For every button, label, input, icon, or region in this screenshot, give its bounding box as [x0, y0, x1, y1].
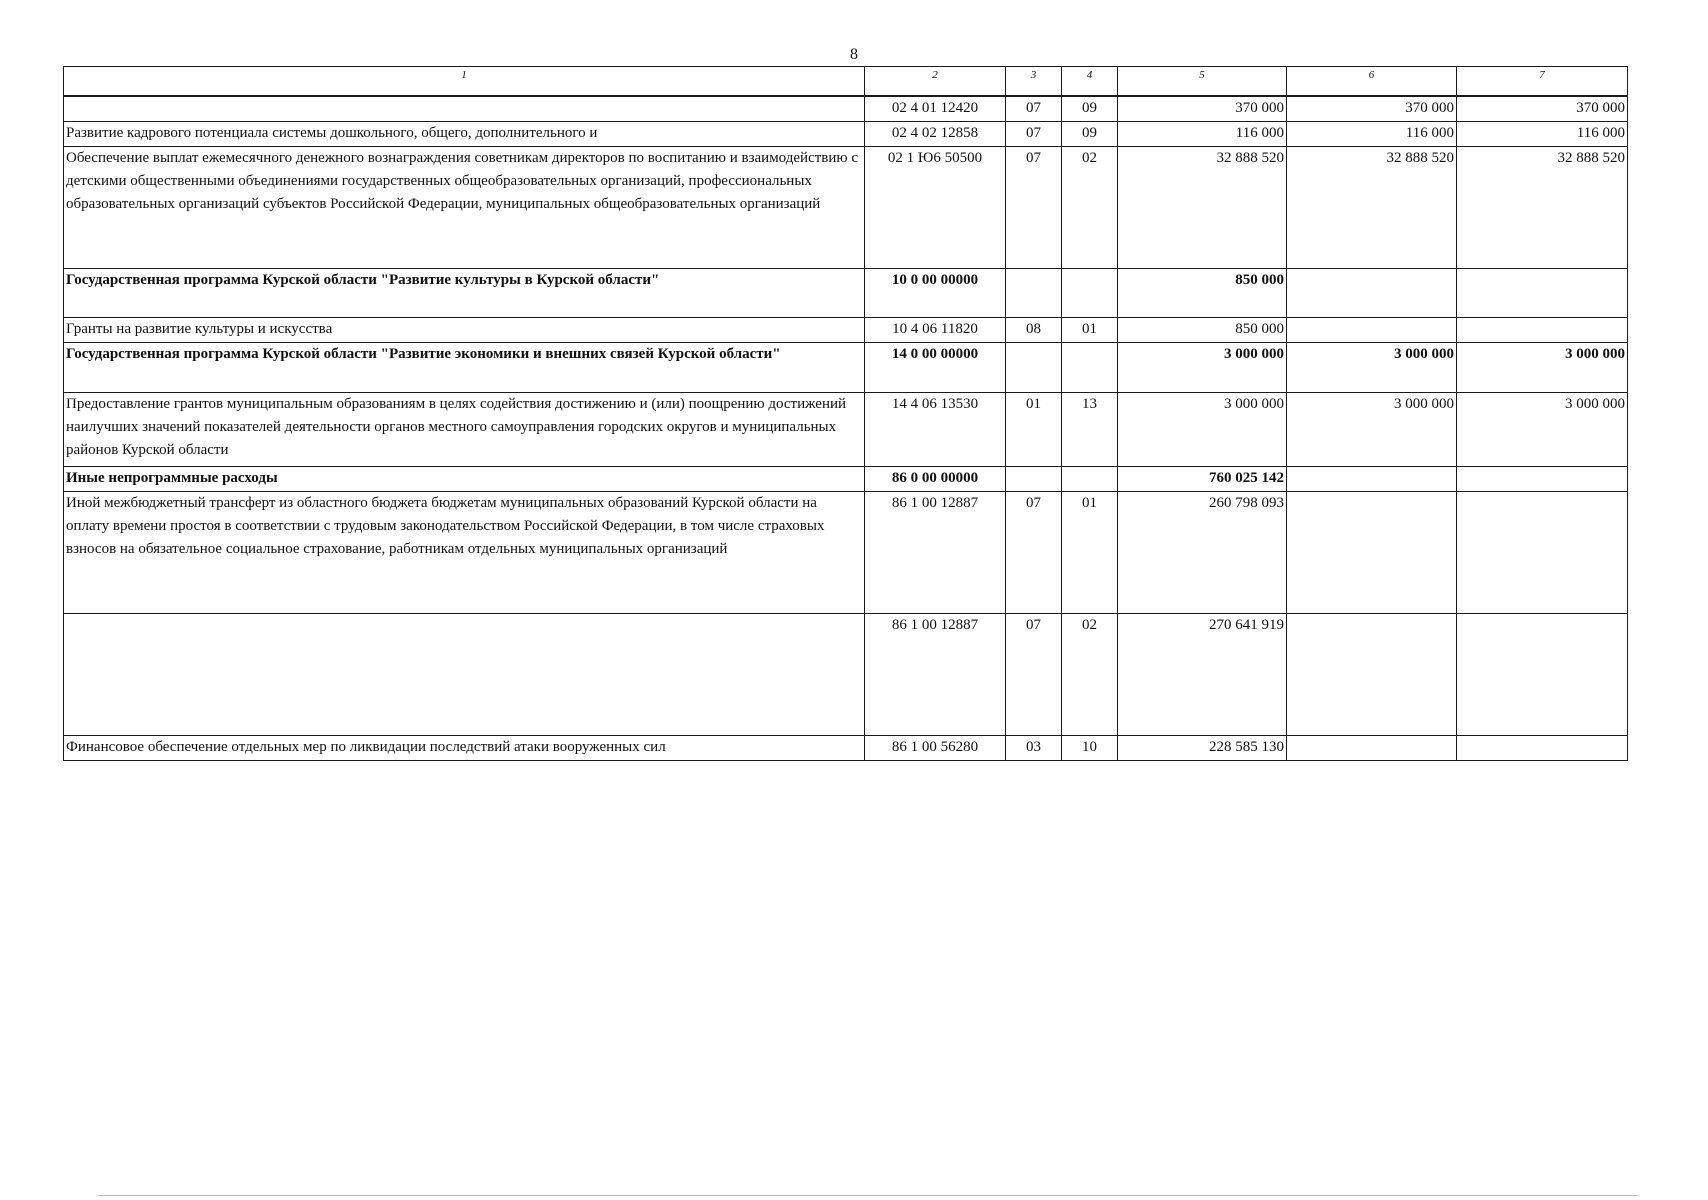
row-name: Обеспечение выплат ежемесячного денежного вознаграждения советникам директоров по воспитанию и взаимодействию с детскими общественными объединениями государственных общеобразовательных организаций, профессиональных образовательных организаций субъектов Российской Федерации, муниципальных общеобразовательных организаций	[64, 146, 865, 268]
header-col-4: 4	[1062, 67, 1118, 97]
row-amount-col7: 3 000 000	[1457, 392, 1628, 466]
row-section	[1006, 466, 1062, 491]
row-section: 07	[1006, 491, 1062, 613]
row-amount-col6	[1287, 466, 1457, 491]
row-section: 03	[1006, 735, 1062, 760]
row-name: Государственная программа Курской области "Развитие экономики и внешних связей Курской области"	[64, 342, 865, 392]
budget-table	[63, 66, 1628, 761]
row-amount-col5: 760 025 142	[1118, 466, 1287, 491]
header-col-6: 6	[1287, 67, 1457, 97]
header-col-3: 3	[1006, 67, 1062, 97]
table-row	[64, 121, 1628, 146]
row-code: 86 1 00 12887	[865, 491, 1006, 613]
bottom-rule	[98, 1195, 1638, 1196]
row-amount-col5: 850 000	[1118, 268, 1287, 317]
row-section: 08	[1006, 317, 1062, 342]
row-name: Предоставление грантов муниципальным образованиям в целях содействия достижению и (или) поощрению достижений наилучших значений показателей деятельности органов местного самоуправления городских округов и муниципальных районов Курской области	[64, 392, 865, 466]
row-amount-col7	[1457, 268, 1628, 317]
row-amount-col5: 32 888 520	[1118, 146, 1287, 268]
row-name: Гранты на развитие культуры и искусства	[64, 317, 865, 342]
row-subsection: 09	[1062, 121, 1118, 146]
row-section	[1006, 342, 1062, 392]
header-row	[64, 67, 1628, 97]
row-code: 10 0 00 00000	[865, 268, 1006, 317]
row-amount-col6: 370 000	[1287, 96, 1457, 121]
row-name: Иной межбюджетный трансферт из областного бюджета бюджетам муниципальных образований Курской области на оплату времени простоя в соответствии с трудовым законодательством Российской Федерации, в том числе страховых взносов на обязательное социальное страхование, работникам отдельных муниципальных организаций	[64, 491, 865, 613]
row-amount-col5: 270 641 919	[1118, 613, 1287, 735]
table-row	[64, 268, 1628, 317]
row-subsection: 01	[1062, 491, 1118, 613]
row-name: Государственная программа Курской области "Развитие культуры в Курской области"	[64, 268, 865, 317]
row-subsection: 13	[1062, 392, 1118, 466]
row-amount-col6	[1287, 317, 1457, 342]
header-col-1: 1	[64, 67, 865, 97]
row-amount-col6	[1287, 268, 1457, 317]
header-col-2: 2	[865, 67, 1006, 97]
row-section: 01	[1006, 392, 1062, 466]
row-amount-col7: 370 000	[1457, 96, 1628, 121]
row-name: Развитие кадрового потенциала системы дошкольного, общего, дополнительного и	[64, 121, 865, 146]
row-section: 07	[1006, 96, 1062, 121]
row-name: Иные непрограммные расходы	[64, 466, 865, 491]
row-amount-col7: 3 000 000	[1457, 342, 1628, 392]
header-col-5: 5	[1118, 67, 1287, 97]
table-row	[64, 735, 1628, 760]
table-row	[64, 466, 1628, 491]
row-amount-col5: 228 585 130	[1118, 735, 1287, 760]
row-section: 07	[1006, 613, 1062, 735]
row-amount-col6: 32 888 520	[1287, 146, 1457, 268]
row-name	[64, 613, 865, 735]
row-amount-col5: 260 798 093	[1118, 491, 1287, 613]
row-amount-col7: 32 888 520	[1457, 146, 1628, 268]
table-row	[64, 146, 1628, 268]
row-amount-col5: 3 000 000	[1118, 342, 1287, 392]
row-code: 86 1 00 56280	[865, 735, 1006, 760]
row-subsection	[1062, 268, 1118, 317]
table-body	[64, 96, 1628, 760]
row-subsection	[1062, 466, 1118, 491]
row-code: 14 0 00 00000	[865, 342, 1006, 392]
row-name	[64, 96, 865, 121]
row-section	[1006, 268, 1062, 317]
row-code: 14 4 06 13530	[865, 392, 1006, 466]
row-amount-col5: 3 000 000	[1118, 392, 1287, 466]
row-amount-col6	[1287, 735, 1457, 760]
row-amount-col7	[1457, 466, 1628, 491]
row-amount-col5: 370 000	[1118, 96, 1287, 121]
row-code: 02 1 Ю6 50500	[865, 146, 1006, 268]
row-subsection: 10	[1062, 735, 1118, 760]
row-code: 02 4 01 12420	[865, 96, 1006, 121]
table-row	[64, 317, 1628, 342]
row-code: 10 4 06 11820	[865, 317, 1006, 342]
row-subsection: 02	[1062, 613, 1118, 735]
row-subsection: 01	[1062, 317, 1118, 342]
table-row	[64, 392, 1628, 466]
row-amount-col7: 116 000	[1457, 121, 1628, 146]
table-row	[64, 491, 1628, 613]
row-amount-col6: 3 000 000	[1287, 342, 1457, 392]
row-amount-col6	[1287, 491, 1457, 613]
row-code: 02 4 02 12858	[865, 121, 1006, 146]
header-col-7: 7	[1457, 67, 1628, 97]
row-subsection: 02	[1062, 146, 1118, 268]
row-subsection: 09	[1062, 96, 1118, 121]
table-row	[64, 613, 1628, 735]
row-section: 07	[1006, 146, 1062, 268]
row-amount-col7	[1457, 491, 1628, 613]
row-amount-col6: 116 000	[1287, 121, 1457, 146]
row-code: 86 0 00 00000	[865, 466, 1006, 491]
row-amount-col5: 850 000	[1118, 317, 1287, 342]
row-section: 07	[1006, 121, 1062, 146]
table-row	[64, 96, 1628, 121]
row-name: Финансовое обеспечение отдельных мер по ликвидации последствий атаки вооруженных сил	[64, 735, 865, 760]
row-amount-col5: 116 000	[1118, 121, 1287, 146]
row-amount-col7	[1457, 735, 1628, 760]
row-subsection	[1062, 342, 1118, 392]
table-row	[64, 342, 1628, 392]
row-amount-col6	[1287, 613, 1457, 735]
row-amount-col7	[1457, 613, 1628, 735]
page-number: 8	[850, 46, 858, 63]
row-amount-col6: 3 000 000	[1287, 392, 1457, 466]
row-code: 86 1 00 12887	[865, 613, 1006, 735]
row-amount-col7	[1457, 317, 1628, 342]
